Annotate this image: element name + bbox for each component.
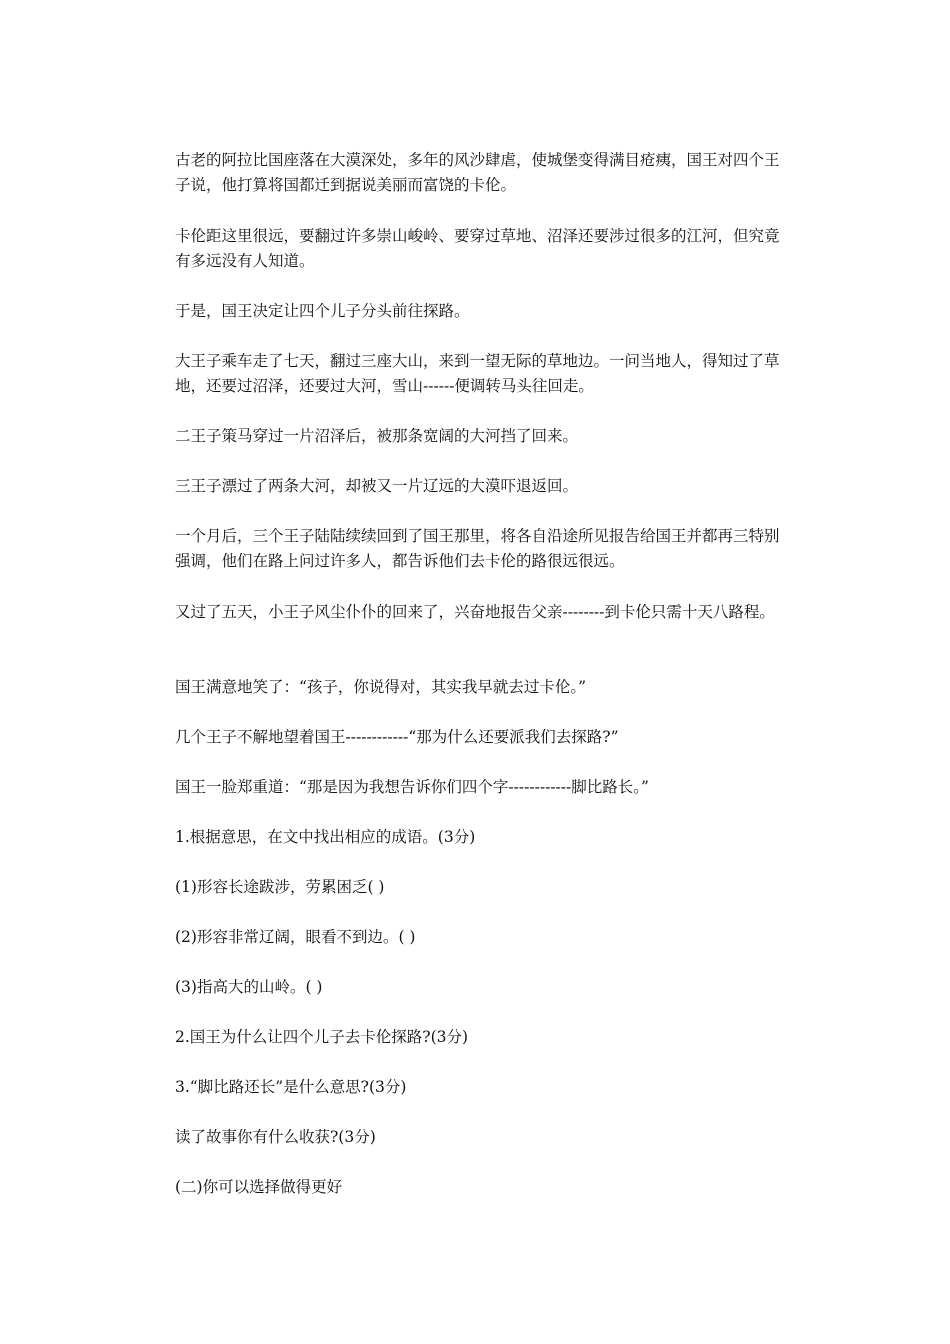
story-paragraph-10: 几个王子不解地望着国王------------“那为什么还要派我们去探路?”	[175, 728, 619, 746]
question-1: 1.根据意思，在文中找出相应的成语。(3分)	[175, 828, 476, 846]
story-paragraph-6: 三王子漂过了两条大河，却被又一片辽远的大漠吓退返回。	[175, 477, 579, 495]
question-2: 2.国王为什么让四个儿子去卡伦探路?(3分)	[175, 1028, 469, 1046]
story-paragraph-7: 一个月后，三个王子陆陆续续回到了国王那里，将各自沿途所见报告给国王并都再三特别强调，他们在路上问过许多人，都告诉他们去卡伦的路很远很远。	[175, 527, 780, 570]
story-paragraph-11: 国王一脸郑重道：“那是因为我想告诉你们四个字------------脚比路长。”	[175, 778, 649, 796]
question-4: 读了故事你有什么收获?(3分)	[175, 1128, 376, 1146]
story-paragraph-5: 二王子策马穿过一片沼泽后，被那条宽阔的大河挡了回来。	[175, 427, 579, 445]
question-1-item-2: (2)形容非常辽阔，眼看不到边。( )	[175, 928, 416, 946]
story-paragraph-2: 卡伦距这里很远，要翻过许多崇山峻岭、要穿过草地、沼泽还要涉过很多的江河，但究竟有多远没有人知道。	[175, 227, 780, 270]
section-heading: (二)你可以选择做得更好	[175, 1178, 343, 1196]
story-paragraph-3: 于是，国王决定让四个儿子分头前往探路。	[175, 302, 470, 320]
story-paragraph-9: 国王满意地笑了：“孩子，你说得对，其实我早就去过卡伦。”	[175, 678, 587, 696]
story-paragraph-1: 古老的阿拉比国座落在大漠深处，多年的风沙肆虐，使城堡变得满目疮痍，国王对四个王子说，他打算将国都迁到据说美丽而富饶的卡伦。	[175, 151, 780, 194]
story-paragraph-8: 又过了五天，小王子风尘仆仆的回来了，兴奋地报告父亲--------到卡伦只需十天八路程。	[175, 603, 775, 621]
question-1-item-3: (3)指高大的山岭。( )	[175, 978, 323, 996]
question-1-item-1: (1)形容长途跋涉，劳累困乏( )	[175, 878, 385, 896]
story-paragraph-4: 大王子乘车走了七天，翻过三座大山，来到一望无际的草地边。一问当地人，得知过了草地，还要过沼泽，还要过大河，雪山------便调转马头往回走。	[175, 352, 780, 395]
question-3: 3.“脚比路还长”是什么意思?(3分)	[175, 1078, 407, 1096]
